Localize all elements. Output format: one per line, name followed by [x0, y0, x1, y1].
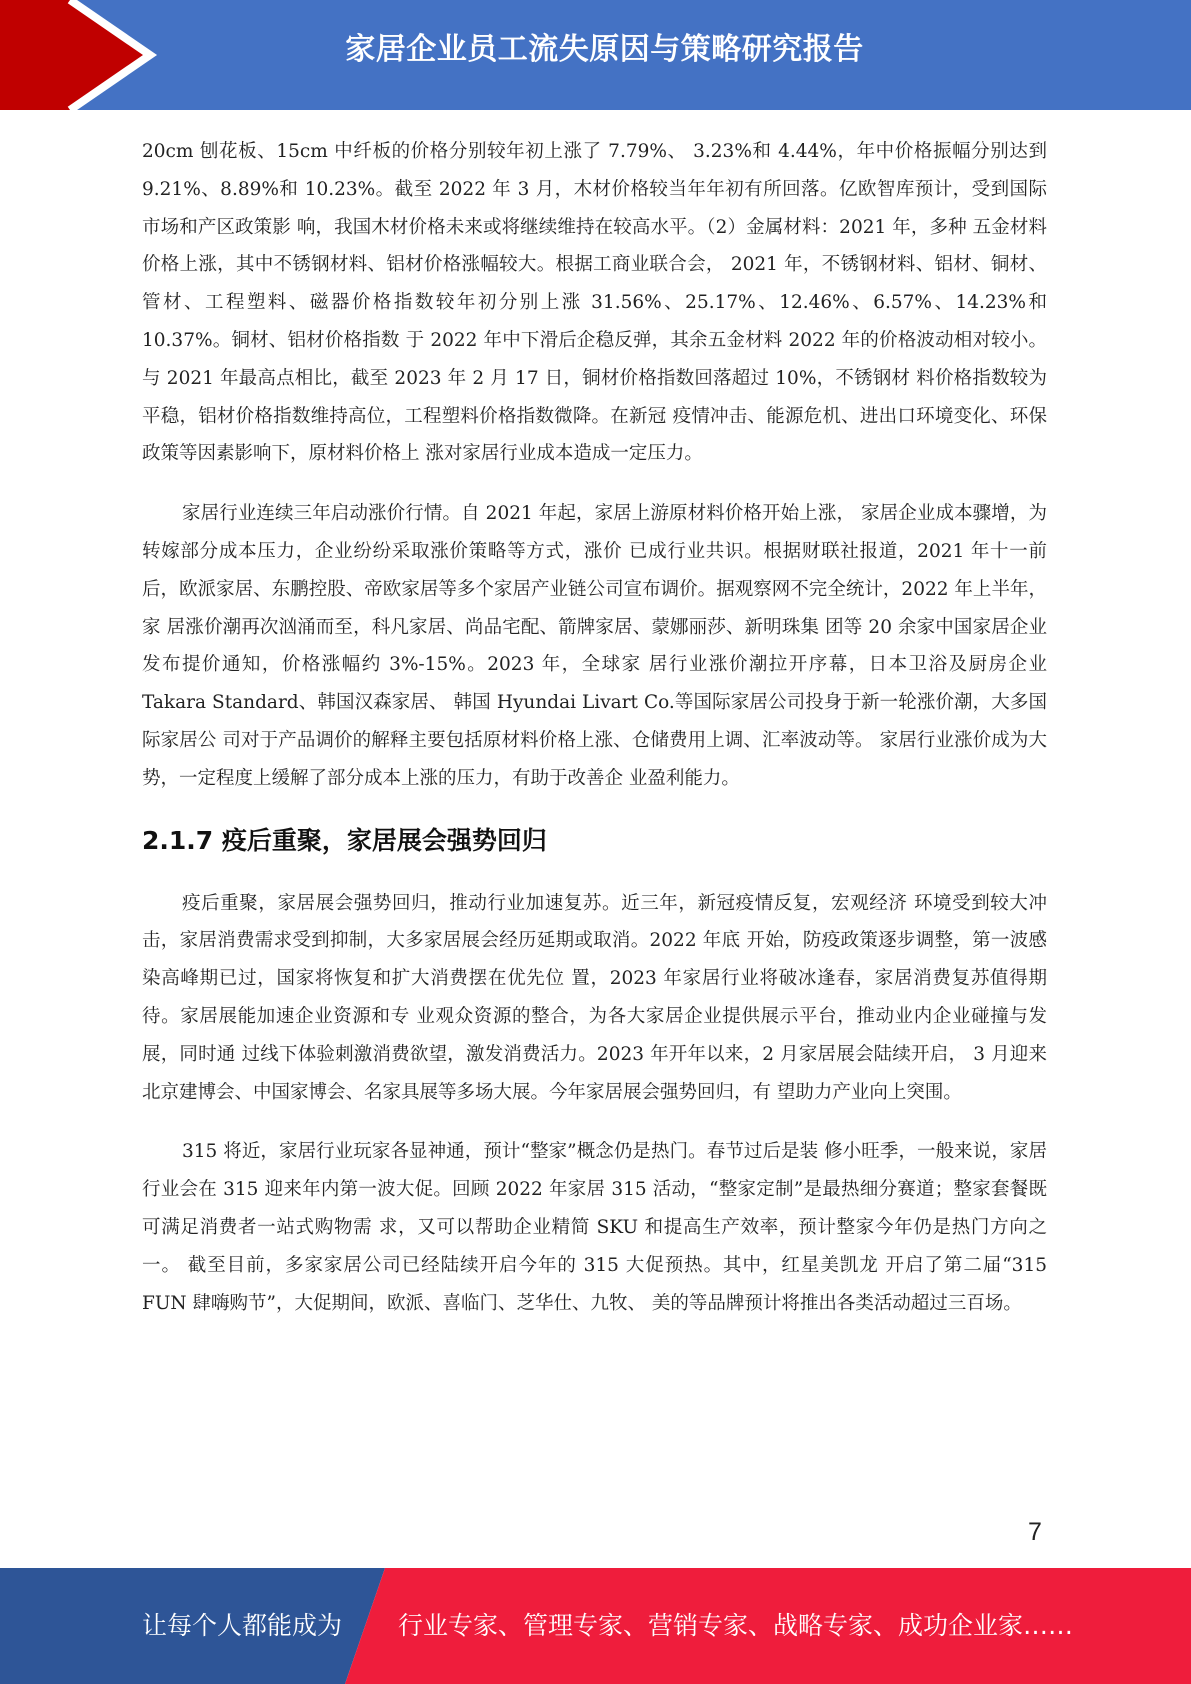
- page-footer: [0, 1568, 1191, 1684]
- report-title: 家居企业员工流失原因与策略研究报告: [345, 32, 864, 67]
- page-number: 7: [1028, 1518, 1042, 1546]
- footer-slogan-right: 行业专家、管理专家、营销专家、战略专家、成功企业家……: [398, 1611, 1074, 1640]
- paragraph-price-increase: 家居行业连续三年启动涨价行情。自 2021 年起，家居上游原材料价格开始上涨， 家居企业成本骤增，为转嫁部分成本压力，企业纷纷采取涨价策略等方式，涨价 已成行业共识。根据财联社报道，2021 年十一前后，欧派家居、东鹏控股、帝欧家居等多个家居产业链公司宣布调价。据观察网不完全统计，2022 年上半年，家 居涨价潮再次汹涌而至，科凡家居、尚品宅配、箭牌家居、蒙娜丽莎、新明珠集 团等 20 余家中国家居企业发布提价通知，价格涨幅约 3%-15%。2023 年，全球家 居行业涨价潮拉开序幕，日本卫浴及厨房企业 Takara Standard、韩国汉森家居、 韩国 Hyundai Livart Co.等国际家居公司投身于新一轮涨价潮，大多国际家居公 司对于产品调价的解释主要包括原材料价格上涨、仓储费用上调、汇率波动等。 家居行业涨价成为大势，一定程度上缓解了部分成本上涨的压力，有助于改善企 业盈利能力。: [142, 503, 1047, 789]
- paragraph-315: 315 将近，家居行业玩家各显神通，预计“整家”概念仍是热门。春节过后是装 修小旺季，一般来说，家居行业会在 315 迎来年内第一波大促。回顾 2022 年家居 315 活动，“整家定制”是最热细分赛道；整家套餐既可满足消费者一站式购物需 求，又可以帮助企业精简 SKU 和提高生产效率，预计整家今年仍是热门方向之一。 截至目前，多家家居公司已经陆续开启今年的 315 大促预热。其中，红星美凯龙 开启了第二届“315 FUN 肆嗨购节”，大促期间，欧派、喜临门、芝华仕、九牧、 美的等品牌预计将推出各类活动超过三百场。: [142, 1141, 1047, 1314]
- footer-slogan-left: 让每个人都能成为: [142, 1611, 343, 1640]
- page-header: [0, 0, 1191, 110]
- section-heading: 2.1.7 疫后重聚，家居展会强势回归: [142, 825, 547, 855]
- paragraph-materials: 20cm 刨花板、15cm 中纤板的价格分别较年初上涨了 7.79%、 3.23%和 4.44%，年中价格振幅分别达到 9.21%、8.89%和 10.23%。截至 2022 年 3 月，木材价格较当年年初有所回落。亿欧智库预计，受到国际市场和产区政策影 响，我国木材价格未来或将继续维持在较高水平。（2）金属材料：2021 年，多种 五金材料价格上涨，其中不锈钢材料、铝材价格涨幅较大。根据工商业联合会， 2021 年，不锈钢材料、铝材、铜材、管材、工程塑料、磁器价格指数较年初分别上涨 31.56%、25.17%、12.46%、6.57%、14.23%和 10.37%。铜材、铝材价格指数 于 2022 年中下滑后企稳反弹，其余五金材料 2022 年的价格波动相对较小。与 2021 年最高点相比，截至 2023 年 2 月 17 日，铜材价格指数回落超过 10%，不锈钢材 料价格指数较为平稳，铝材价格指数维持高位，工程塑料价格指数微降。在新冠 疫情冲击、能源危机、进出口环境变化、环保政策等因素影响下，原材料价格上 涨对家居行业成本造成一定压力。: [142, 141, 1047, 465]
- paragraph-exhibitions: 疫后重聚，家居展会强势回归，推动行业加速复苏。近三年，新冠疫情反复，宏观经济 环境受到较大冲击，家居消费需求受到抑制，大多家居展会经历延期或取消。2022 年底 开始，防疫政策逐步调整，第一波感染高峰期已过，国家将恢复和扩大消费摆在优先位 置，2023 年家居行业将破冰逢春，家居消费复苏值得期待。家居展能加速企业资源和专 业观众资源的整合，为各大家居企业提供展示平台，推动业内企业碰撞与发展，同时通 过线下体验刺激消费欲望，激发消费活力。2023 年开年以来，2 月家居展会陆续开启， 3 月迎来北京建博会、中国家博会、名家具展等多场大展。今年家居展会强势回归，有 望助力产业向上突围。: [142, 892, 1047, 1103]
- document-body: [142, 133, 1047, 1322]
